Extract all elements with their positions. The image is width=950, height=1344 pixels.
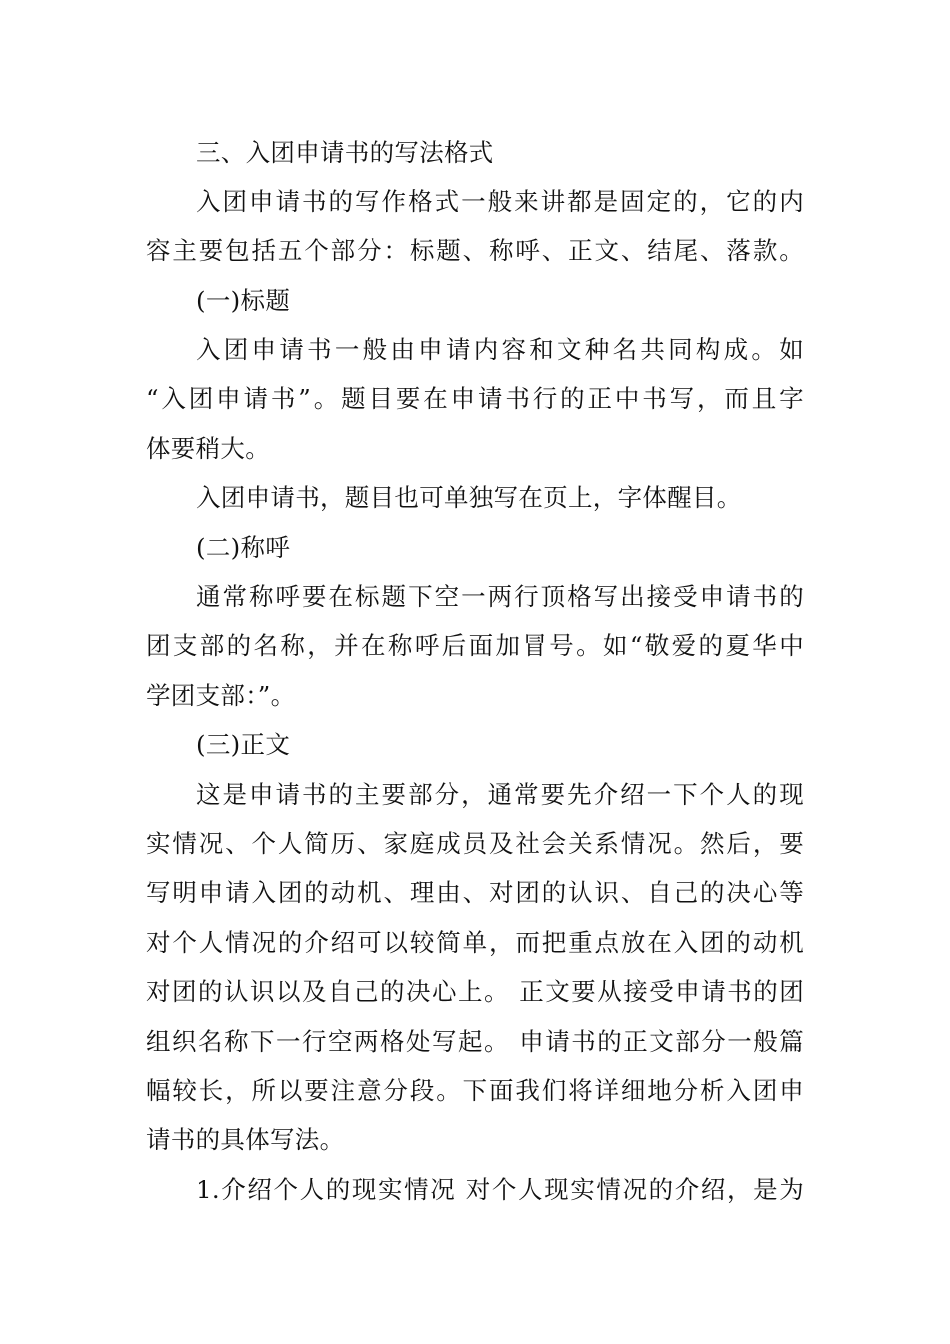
paragraph-line: 幅较长，所以要注意分段。下面我们将详细地分析入团申: [146, 1076, 804, 1105]
paragraph-line: 团支部的名称，并在称呼后面加冒号。如“敬爱的夏华中: [146, 631, 804, 660]
paragraph-line: 写明申请入团的动机、理由、对团的认识、自己的决心等: [146, 878, 804, 907]
subsection-heading: (一)标题: [196, 286, 291, 315]
paragraph-line: 体要稍大。: [146, 434, 270, 463]
paragraph-line: 通常称呼要在标题下空一两行顶格写出接受申请书的: [196, 582, 804, 611]
paragraph-line: 容主要包括五个部分：标题、称呼、正文、结尾、落款。: [146, 236, 804, 265]
paragraph-line: 组织名称下一行空两格处写起。 申请书的正文部分一般篇: [146, 1027, 804, 1056]
paragraph-line: 对团的认识以及自己的决心上。 正文要从接受申请书的团: [146, 977, 804, 1006]
paragraph-line: 1.介绍个人的现实情况 对个人现实情况的介绍，是为: [196, 1175, 804, 1204]
paragraph-line: 对个人情况的介绍可以较简单，而把重点放在入团的动机: [146, 928, 804, 957]
subsection-heading: (二)称呼: [196, 533, 291, 562]
paragraph-line: 请书的具体写法。: [146, 1125, 345, 1154]
section-heading: 三、入团申请书的写法格式: [196, 138, 494, 167]
paragraph-line: 实情况、个人简历、家庭成员及社会关系情况。然后，要: [146, 829, 804, 858]
paragraph-line: 这是申请书的主要部分，通常要先介绍一下个人的现: [196, 780, 804, 809]
paragraph-line: 入团申请书一般由申请内容和文种名共同构成。如: [196, 335, 804, 364]
subsection-heading: (三)正文: [196, 730, 291, 759]
paragraph-line: 学团支部：”。: [146, 681, 296, 710]
paragraph-line: 入团申请书，题目也可单独写在页上，字体醒目。: [196, 483, 742, 512]
paragraph-line: “入团申请书”。题目要在申请书行的正中书写，而且字: [146, 384, 804, 413]
paragraph-line: 入团申请书的写作格式一般来讲都是固定的，它的内: [196, 187, 804, 216]
